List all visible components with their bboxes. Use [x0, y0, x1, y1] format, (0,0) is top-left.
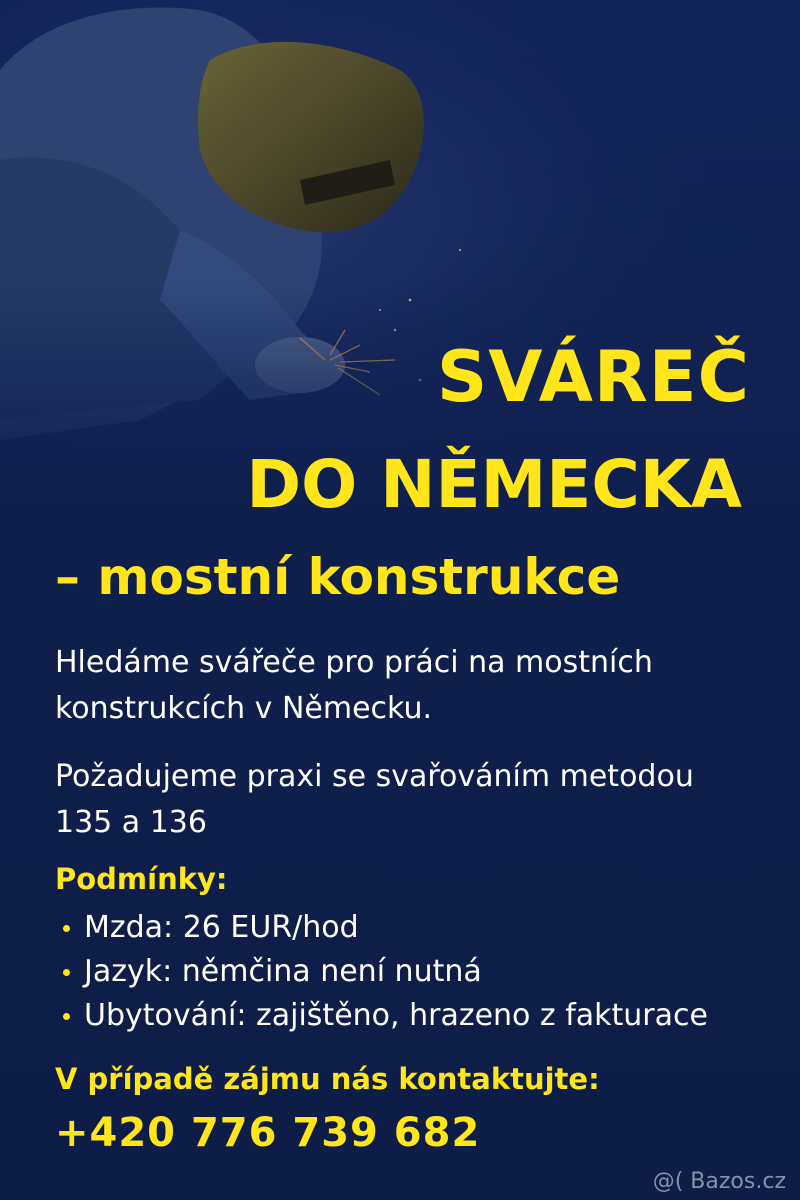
- list-item: [55, 950, 775, 994]
- bazos-watermark: @( Bazos.cz: [652, 1169, 786, 1194]
- list-item: [55, 906, 775, 950]
- conditions-list: [55, 906, 775, 1038]
- contact-phone[interactable]: +420 776 739 682: [55, 1110, 481, 1156]
- list-item: [55, 994, 775, 1038]
- conditions-title: Podmínky:: [55, 862, 228, 896]
- intro-paragraph-2: Požadujeme praxi se svařováním metodou 135 a 136: [55, 759, 694, 840]
- condition-language: Jazyk: němčina není nutná: [84, 954, 482, 989]
- contact-label: V případě zájmu nás kontaktujte:: [55, 1062, 600, 1096]
- intro-paragraph-1: Hledáme svářeče pro práci na mostních konstrukcích v Německu.: [55, 645, 653, 726]
- headline-line-3: – mostní konstrukce: [55, 548, 621, 606]
- bullet-icon: [63, 925, 70, 932]
- headline-line-1: SVÁREČ: [436, 336, 750, 418]
- bullet-icon: [63, 1013, 70, 1020]
- condition-salary: Mzda: 26 EUR/hod: [84, 910, 359, 945]
- condition-accommodation: Ubytování: zajištěno, hrazeno z fakturace: [84, 998, 708, 1033]
- bullet-icon: [63, 969, 70, 976]
- headline-line-2: DO NĚMECKA: [246, 446, 742, 523]
